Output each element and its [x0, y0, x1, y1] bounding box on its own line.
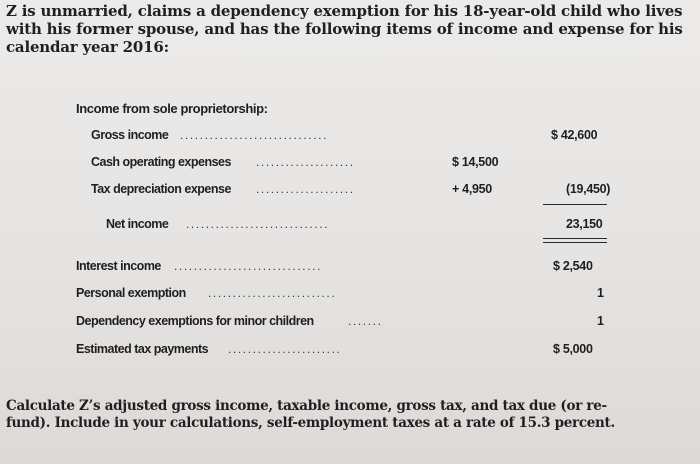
- problem-line-2: with his former spouse, and has the following items of income and expense for his: [6, 20, 683, 38]
- amount-personal-exemption: 1: [597, 286, 604, 300]
- leader-dots: ....................: [256, 155, 355, 169]
- row-tax-depreciation: [0, 182, 700, 198]
- question-line-2: fund). Include in your calculations, self-employment taxes at a rate of 15.3 percent.: [6, 415, 615, 431]
- leader-dots: .......: [348, 314, 383, 328]
- amount-dependency-exemptions: 1: [597, 314, 604, 328]
- label-gross-income: Gross income: [91, 128, 169, 142]
- total-expenses: (19,450): [566, 182, 611, 196]
- schedule-heading: Income from sole proprietorship:: [76, 101, 268, 116]
- label-dependency-exemptions: Dependency exemptions for minor children: [76, 314, 314, 328]
- amount-cash-operating: $ 14,500: [452, 155, 499, 169]
- leader-dots: ..........................: [208, 286, 337, 300]
- question-text: [6, 398, 686, 432]
- leader-dots: .......................: [228, 342, 342, 356]
- row-estimated-tax: [0, 342, 700, 358]
- subtotal-rule: [543, 204, 607, 205]
- problem-statement: [6, 2, 686, 56]
- row-dependency-exemptions: [0, 314, 700, 330]
- amount-tax-depreciation: + 4,950: [452, 182, 492, 196]
- double-rule-top: [543, 238, 607, 239]
- question-line-1: Calculate Z’s adjusted gross income, taxable income, gross tax, and tax due (or re-: [6, 398, 607, 414]
- amount-gross-income: $ 42,600: [551, 128, 598, 142]
- problem-line-3: calendar year 2016:: [6, 38, 169, 56]
- leader-dots: ..............................: [174, 259, 323, 273]
- double-rule-bottom: [543, 242, 607, 243]
- leader-dots: ....................: [256, 182, 355, 196]
- leader-dots: ..............................: [180, 128, 329, 142]
- label-net-income: Net income: [106, 217, 169, 231]
- problem-line-1: Z is unmarried, claims a dependency exemption for his 18-year-old child who lives: [6, 2, 683, 20]
- leader-dots: .............................: [186, 217, 330, 231]
- label-cash-operating: Cash operating expenses: [91, 155, 231, 169]
- row-interest-income: [0, 259, 700, 275]
- amount-estimated-tax: $ 5,000: [553, 342, 593, 356]
- label-interest-income: Interest income: [76, 259, 161, 273]
- row-cash-operating: [0, 155, 700, 171]
- label-estimated-tax: Estimated tax payments: [76, 342, 209, 356]
- label-tax-depreciation: Tax depreciation expense: [91, 182, 231, 196]
- amount-interest-income: $ 2,540: [553, 259, 593, 273]
- row-personal-exemption: [0, 286, 700, 302]
- row-gross-income: [0, 128, 700, 144]
- label-personal-exemption: Personal exemption: [76, 286, 186, 300]
- row-net-income: [0, 217, 700, 233]
- amount-net-income: 23,150: [566, 217, 603, 231]
